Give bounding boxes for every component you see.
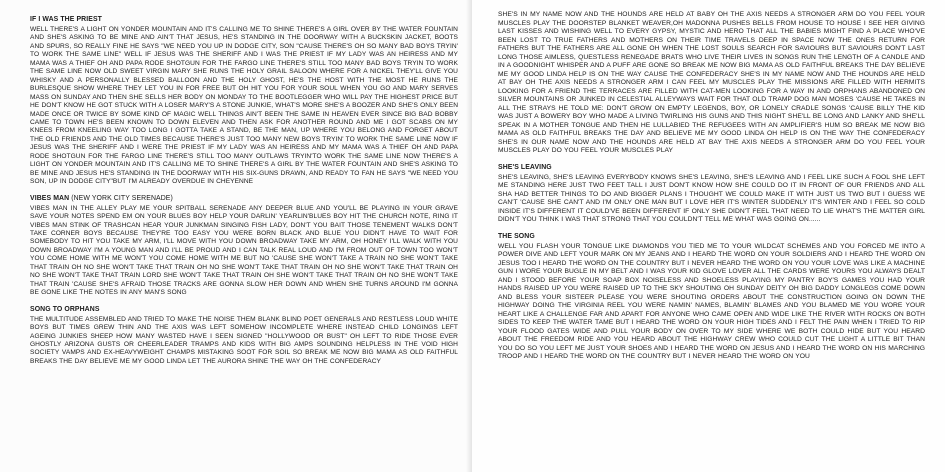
song-title: IF I WAS THE PRIEST [30,16,102,23]
song-lyrics: VIBES MAN IN THE ALLEY PLAY ME YOUR SPITBALL SERENADE ANY DEEPER BLUE AND YOU'LL BE PLAYING IN YOUR GRAVE SAVE YOUR NOTES SPEND EM ON YOUR BLUES BOY HELP YOUR DARLIN' YEARLIN'BLUES BOY HIT THE CHURCH NOTE, RING IT VIBES MAN STINK OF TRASHCAN HEAR YOUR JUNKMAN SINGING FISH LADY, DON'T YOU BAIT THOSE TENEMENT WALKS DON'T TAKE CORNER BOYS BECAUSE THEY'RE TOO EASY YOU WERE BORN BLACK AND BLUE YOU DIDN'T HAVE TO WAIT FOR SOMEBODY TO HIT YOU TAKE MY ARM, I'LL MOVE WITH YOU DOWN BROADWAY TAKE MY ARM, OH HONEY I'LL WALK WITH YOU DOWN BROADWAY I'M A YOUNG MAN AND I'LL BE PROUD AND I CAN TALK REAL LOUD AND I'M FROM OUT OF TOWN TOO WON'T YOU COME HOME WITH ME WON'T YOU COME HOME WITH ME BUT NO 'CAUSE SHE WON'T TAKE A TRAIN NO SHE WON'T TAKE THAT TRAIN OH NO SHE WON'T TAKE THAT TRAIN OH NO SHE WON'T TAKE THAT TRAIN OH NO SHE WON'T TAKE THAT TRAIN OH NO SHE WON'T TAKE THAT TRAIN LORD SHE WON'T TAKE THAT TRAIN OH SHE WON'T TAKE THAT TRAIN OH NO SHE WON'T TAKE THAT TRAIN 'CAUSE SHE'S AFRAID THOSE TRACKS ARE GONNA SLOW HER DOWN AND WHEN SHE TURNS AROUND I'M GONNA BE GONE LIKE THE NOTES IN ANY MAN'S SONG [30,204,458,297]
song-title: VIBES MAN (NEW YORK CITY SERENADE) [30,194,173,202]
song-title: SHE'S LEAVING [498,163,552,171]
right-page [472,0,945,472]
lyrics-section-vibes-man [30,195,458,298]
lyrics-section-shes-leaving [498,164,925,225]
left-page [0,0,472,472]
lyrics-section-the-song [498,233,925,362]
song-title: SONG TO ORPHANS [30,305,100,313]
song-lyrics: WELL THERE'S A LIGHT ON YONDER MOUNTAIN AND IT'S CALLING ME TO SHINE THERE'S A GIRL OVER BY THE WATER FOUNTAIN AND SHE'S ASKING TO BE MINE AND AIN'T THAT JESUS, HE'S STANDING IN THE DOORWAY WITH A BUCKSKIN JACKET, BOOTS AND SPURS, SO REALLY FINE HE SAYS "WE NEED YOU UP IN DODGE CITY, SON "CAUSE THERE'S OH SO MANY BAD BOYS TRYIN' TO WORK THE SAME LINE" WELL IF JESUS WAS THE SHERIFF AND I WAS THE PRIEST IF MY LADY WAS AN HEIRESS AND MY MAMA WAS A THIEF OH AND PAPA RODE SHOTGUN FOR THE FARGO LINE THERE'S STILL TOO MANY BAD BOYS TRYIN TO WORK THE SAME LINE NOW OLD SWEET VIRGIN MARY SHE RUNS THE HOLY GRAIL SALOON WHERE FOR A NICKEL THEY'LL GIVE YOU WHISKY AND A PERSONALLY BLESSED BALLOON AND THE HOLY GHOST, HE'S THE HOST WITH THE MOST HE RUNS THE BURLESQUE SHOW WHERE THEY LET YOU IN FOR FREE BUT OH HIT YOU FOR YOUR SOUL WHEN YOU GO AND MARY SERVES MASS ON SUNDAY AND THEN SHE SELLS HER BODY ON MONDAY TO THE BOOTLEGGER WHO WILL PAY THE HIGHEST PRICE BUT HE DON'T KNOW HE GOT STUCK WITH A LOSER MARY'S A STONE JUNKIE, WHAT'S MORE SHE'S A BOOZER AND SHE'S ONLY BEEN MADE ONCE OR TWICE BY SOME KIND OF MAGIC WELL THINGS AIN'T BEEN THE SAME IN HEAVEN EVER SINCE BIG BAD BOBBY CAME TO TOWN HE'S BEEN KNOWN TO DOWN ELEVEN AND THEN ASK FOR ANOTHER ROUND AND ME I GOT SCABS ON MY KNEES FROM KNEELING WAY TOO LONG I GOTTA TAKE A STAND, BE THE MAN, UP WHERE YOU BELONG AND FORGET ABOUT THE OLD FRIENDS AND THE OLD TIMES BECAUSE THERE'S JUST TOO MANY NEW BOYS TRYIN' TO WORK THE SAME LINE NOW IF JESUS WAS THE SHERIFF AND I WERE THE PRIEST IF MY LADY WAS AN HEIRESS AND MY MAMA WAS A THIEF OH AND PAPA RODE SHOTGUN FOR THE FARGO LINE THERE'S STILL TOO MANY OUTLAWS TRYIN'TO WORK THE SAME LINE NOW THERE'S A LIGHT ON YONDER MOUNTAIN AND IT'S CALLING ME TO SHINE THERE'S A GIRL BY THE WATER FOUNTAIN AND SHE'S ASKING TO BE MINE AND JESUS HE'S STANDING IN THE DOORWAY WITH HIS SIX-GUNS DRAWN, AND READY TO FAN HE SAYS "WE NEED YOU SON, UP IN DODGE CITY"BUT I'M ALREADY OVERDUE IN CHEYENNE [30,26,459,186]
song-lyrics: SHE'S IN MY NAME NOW AND THE HOUNDS ARE HELD AT BABY OH THE AXIS NEEDS A STRONGER ARM DO YOU FEEL YOUR MUSCLES PLAY THE DOORSTEP BLANKET WEAVER,OH MADONNA PUSHES BELLS FROM HOUSE TO HOUSE I SEE HER GIVING LAST KISSES AND WISHING WELL TO EVERY GYPSY, MYSTIC AND HERO THAT ALL THE BABIES MIGHT FIND A PLACE WHO'VE BEEN LOST TO TRUE FATHERS AND MOTHERS ON THEIR TIME TRAVELS DEEP IN SPACE NOW THE ONES RETURN FOR FATHERS BUT THE FATHERS ARE ALL GONE OH WHEN THE LOST SOULS SEARCH FOR SAVIOURS BUT SAVIOURS DON'T LAST LONG THOSE AIMLESS, QUESTLESS RENEGADE BRATS WHO LIVE THEIR LIVES IN SONGS RUN THE LENGTH OF A CANDLE AND IN A GOODNIGHT WHISPER AND A PUFF ARE GONE SO BREAK ME NOW BIG MAMA AS OLD FAITHFUL BREAKS THE DAY BELIEVE ME MY GOOD LINDA HELP IS ON THE WAY CAUSE THE CONFEDERACY SHE'S IN MY NAME NOW AND THE HOUNDS ARE HELD AT BAY OH THE AXIS NEEDS A STRONGER ARM I CAN FEEL MY MUSCLES PLAY THE MISSIONS ARE FILLED WITH HERMITS LOOKING FOR A FRIEND THE TERRACES ARE FILLED WITH CAT-MEN LOOKING FOR A WAY IN AND ORPHANS ABANDONED ON SILVER MOUNTAINS OR JUNKED IN CELESTIAL ALLEYWAYS WAIT FOR THAT OLD TRAMP DOG MAN MOSES 'CAUSE HE TAKES IN ALL THE STRAYS HE TOLD ME: DON'T GROW ON EMPTY LEGENDS, BOY, OR LONELY CRADLE SONGS 'CAUSE BILLY THE KID WAS JUST A BOWERY BOY WHO MADE A LIVING TWIRLING HIS GUNS AND THIS NIGHT SHE'LL BE LONG AND LANKY AND SHE'LL SPEAK IN A MOTHER TONGUE AND THEN HE LULLABIED THE REFUGEES WITH AN AMPLIFIER'S HUM SO BREAK ME NOW BIG MAMA AS OLD FAITHFUL BREAKS THE DAY AND BELIEVE ME MY GOOD LINDA OH HELP IS ON THE WAY THE CONFEDERACY SHE'S IN OUR NAME NOW AND THE HOUNDS ARE HELD AT BAY THE AXIS NEEDS A STRONGER ARM DO YOU FEEL YOUR MUSCLES PLAY DO YOU FEEL YOUR MUSCLES PLAY [498,11,925,154]
lyrics-section-song-to-orphans [30,306,458,367]
song-title: THE SONG [498,232,535,240]
song-lyrics: WELL YOU FLASH YOUR TONGUE LIKE DIAMONDS YOU TIED ME TO YOUR WILDCAT SCHEMES AND YOU FORCED ME INTO A POWER DIVE AND LEFT YOUR MARK ON MY JEANS AND I HEARD THE WORD ON YOUR SOLDIERS AND I HEARD THE WORD ON JESUS TOO I HEARD THE WORD ON THE COUNTRY BUT I NEVER HEARD THE WORD ON YOU YOUR LOVE WAS LIKE A MACHINE GUN I WORE YOUR BUGLE IN MY BELT AND I WAS YOUR KID GLOVE LOVER ALL THE CARDS WERE YOURS YOU ALWAYS DEALT AND I STOOD BEFORE YOUR SOAP BOX NOISELESS AND SHOELESS PLAYING MY PANTRY BOY'S GAMES YOU HAD YOUR HANDS RAISED UP YOU WERE RAISED UP TO THE SKY SHOUTING OH SUNDAY DEITY OH BIG DADDY LONGLEGS COME DOWN AND BLESS YOUR SISTEER PLEASE YOU WERE SHOUTING ORDERS ABOUT THE CONSTRUCTION GOING ON DOWN THE HIGHWAY DOING THE VIRGINIA REEL YOU WERE NAMIN' NAMES, BLAMIN' BLAMES AND YOU BLAMED ME YOU WORE YOUR HEART LIKE A CHALLENGE FAR AND APART FOR ANYONE WHO CAME OPEN AND WIDE LIKE THE RIVER WITH ROCKS ON BOTH SIDES TO KEEP THE WATER TAME BUT I HEARD THE WORD ON YOUR HIGH TIDES AND I FELT THE PAIN WHEN I TRIED TO RIP YOUR FLOOD GATES WIDE AND PULL YOUR BODY ON OVER TO MY SIDE WHERE WE BOTH COULD HIDE BUT YOU HEARD ABOUT THE FREEDOM RIDE AND YOU HEARD ABOUT THE HIGHWAY CREW WHO COULD CUT THE LIGHT A LITTLE BIT THAN YOU DO SO YOU LEFT ME JUST YOUR SHOES AND I HEARD THE WORD ON JESUS AND I HEARD THE WORD ON HIS MARCHING TROOP AND I HEARD THE WORD ON THE COUNTRY BUT I NEVER HEARD THE WORD ON YOU [498,242,925,360]
lyrics-section-song-to-orphans-continued [498,11,925,156]
song-subtitle: (NEW YORK CITY SERENADE) [71,194,173,202]
lyrics-section-if-i-was-the-priest [30,16,458,187]
song-lyrics: SHE'S LEAVING, SHE'S LEAVING EVERYBODY KNOWS SHE'S LEAVING, SHE'S LEAVING AND I FEEL LIKE SUCH A FOOL SHE LEFT ME STANDING HERE JUST TWO FEET TALL I JUST DON'T KNOW HOW SHE COULD DO IT IN FRONT OF OUR FRIENDS AND ALL SHA HAD BETTER THINGS TO DO AND BIGGER PLANS I THOUGHT WE COULD MAKE IT WITH JUST US TWO BUT I GUESS WE CAN'T 'CAUSE SHE CAN'T AND I'M ONLY ONE MAN BUT I LOVE HER IT'S WINTER SUDDENLY IT'S WINTER AND I FEEL SO COLD INSIDE IT'S DIFFERENT IT COULD'VE BEEN DIFFERENT IF ONLY SHE DIDN'T FEEL THAT NEED TO LIE WHAT'S THE MATTER GIRL DIDN'T YOU THINK I WAS THAT STRONG THAT YOU COULDN'T TELL ME WHAT WAS GOING ON...... [498,173,925,223]
song-lyrics: THE MULTITUDE ASSEMBLED AND TRIED TO MAKE THE NOISE THEM BLANK BLIND POET GENERALS AND RESTLESS LOUD WHITE BOYS BUT TIMES GREW THIN AND THE AXIS WAS LEFT SOMEHOW INCOMPLETE WHERE INSTEAD CHILD LONGINGS LEFT AGEING JUNKIES SHEEP HOW MANY WASTED HAVE I SEEN SIGNED "HOLLYWOOD OR BUST" OH LEFT TO RIDE THOSE EVER GHOSTLY ARIZONA GUSTS OR CHEERLEADER TRAMPS AND KIDS WITH BIG AMPS SOUNDING HELPLESS IN THE VOID HIGH SOCIETY VAMPS AND EX-HEAVYWEIGHT CHAMPS MISTAKING SOOT FOR SOIL SO BREAK ME NOW BIG MAMA AS OLD FAITHFUL BREAKS THE DAY BELIEVE ME MY GOOD LINDA LET THE AURORA SHINE THE WAY OH THE CONFEDERACY [30,315,458,365]
